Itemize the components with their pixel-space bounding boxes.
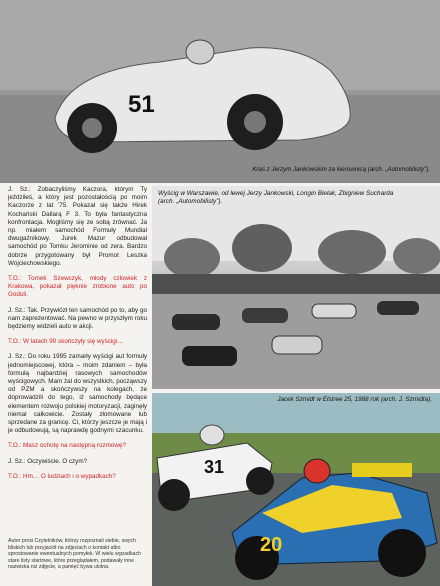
race-car [312, 304, 356, 318]
photo-elstree-drawing [152, 393, 440, 586]
race-car [172, 314, 220, 330]
tree [318, 230, 386, 274]
interview-column [8, 186, 147, 488]
photo-kras-race-car [0, 0, 440, 183]
driver-helmet [304, 459, 330, 483]
driver-helmet [186, 40, 214, 64]
car-wheel [246, 467, 274, 495]
driver-helmet [200, 425, 224, 445]
caption-top-photo: Kraś z Jerzym Jankowskim za kierownicą (arch. „Automobilisty”). [252, 166, 430, 173]
caption-middle-photo: Wyścig w Warszawie, od lewej Jerzy Jankowski, Longin Bielak, Zbigniew Sucharda (arch. „Automobilisty”). [158, 190, 394, 205]
rear-wing [352, 463, 412, 477]
race-car [377, 301, 419, 315]
tree [232, 224, 292, 272]
car-number-51: 51 [128, 91, 155, 118]
caption-bottom-photo: Jacek Szmidt w Elstree 25, 1988 rok (arch. J. Szmidta). [277, 396, 432, 403]
photo-warsaw-race [152, 186, 440, 389]
car-number-31: 31 [204, 457, 225, 477]
interview-question: T.O.: Masz ochotę na następną rozmowę? [8, 442, 126, 450]
race-car [242, 308, 288, 323]
photo-kras-drawing [0, 0, 440, 183]
tree [164, 238, 220, 278]
interview-answer: J. Sz.: Oczywiście. O czym? [8, 457, 88, 465]
interview-question: T.O.: Hm… O ludziach i o wypadkach? [8, 472, 116, 480]
tree [393, 238, 440, 274]
photo-warsaw-drawing [152, 186, 440, 389]
author-footnote: Autor prosi Czytelników, którzy rozpoznali siebie, swych bliskich lub przyjaciół na zdjęciach o kontakt albo sprostowanie ewentualnych pomyłek. W wielu wypadkach stare listy startowe, które przeglądałem, podawały inne nazwiska niż zdjęcie, a pamięć bywa ulotna. [8, 538, 141, 571]
interview-answer: J. Sz.: Do roku 1995 zamarły wyścigi aut formuły jednomiejscowej, która – moim zdaniem – była formułą najbardziej rasowych samochodów wyścigowych. Mam żal do wszystkich, począwszy od PZM a skończywszy na kolegach, że doprowadzili do tego, iż samochody będące elementem rozwoju polskiej motoryzacji, zaginęły niemal całkowicie. Zostały złomowane lub sprzedane za granicę. Ci, którzy jeszcze je mają i je odbudowują, są naprawdę godnymi szacunku. [8, 353, 147, 435]
race-car [272, 336, 322, 354]
interview-question: T.O.: W latach 90 skończyły się wyścigi… [8, 338, 124, 346]
interview-answer: J. Sz.: Zobaczyliśmy Kaczora, którym Ty jeździłeś, a który jest pozostałością po moim Kaczorze z lat '75. Pokazał się także Hirek Kochański Dallarą F 3. To była fantastyczna konfrontacja. Mogliśmy się ze sobą zrównać. Ja np. miałem samochód Formuły Mundial dwugaźnikowy. Jurek Mazur odbudował samochód po Tomku Jerominie od zera. Bardzo dobrze przygotowany był Promot Leszka Wojciechowskiego. [8, 186, 147, 267]
interview-answer: J. Sz.: Tak. Przywiózł ten samochód po to, aby go nam zaprezentować. Na pewno w przyszłym roku będziemy widzieli auto w akcji. [8, 306, 147, 331]
car-wheel [158, 479, 190, 511]
car-wheel [378, 529, 426, 577]
interview-question: T.O.: Tomek Szewczyk, młody człowiek z Krakowa, pokazał pięknie zrobione auto po Goduli. [8, 275, 147, 299]
race-car [182, 346, 237, 366]
car-number-20: 20 [260, 534, 283, 556]
spectators [152, 274, 440, 294]
photo-szmidt-elstree [152, 393, 440, 586]
